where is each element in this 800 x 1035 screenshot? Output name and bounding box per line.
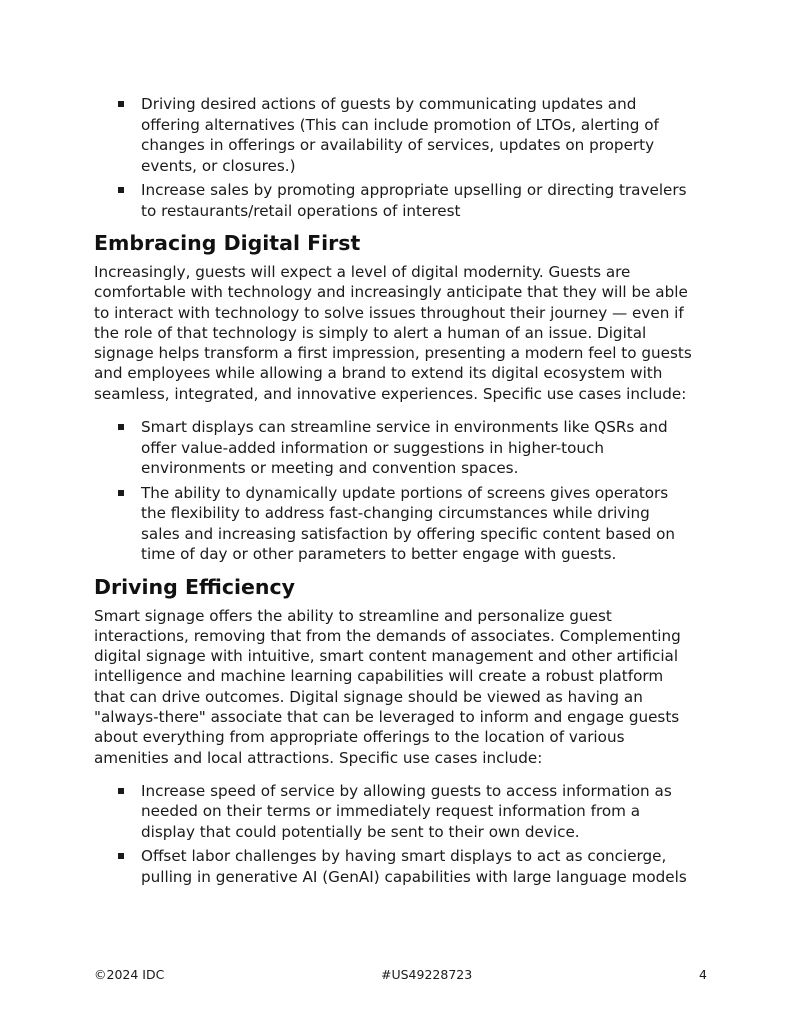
footer-copyright: ©2024 IDC bbox=[94, 967, 165, 982]
square-bullet-icon bbox=[118, 788, 124, 794]
list-item bbox=[94, 94, 692, 176]
page-footer bbox=[94, 967, 707, 985]
footer-document-id: #US49228723 bbox=[381, 967, 473, 982]
section-heading-digital-first: Embracing Digital First bbox=[94, 231, 361, 255]
page-body bbox=[94, 94, 692, 891]
digital-first-bullet-list bbox=[94, 417, 692, 565]
bullet-text: The ability to dynamically update portions of screens gives operators the flexibility to address fast-changing circumstances while driving sales and increasing satisfaction by offering specific content based on time of day or other parameters to better engage with guests. bbox=[141, 483, 676, 564]
bullet-text: Offset labor challenges by having smart displays to act as concierge, pulling in generative AI (GenAI) capabilities with large language models bbox=[141, 847, 687, 886]
square-bullet-icon bbox=[118, 187, 124, 193]
section-paragraph: Increasingly, guests will expect a level of digital modernity. Guests are comfortable with technology and increasingly anticipate that they will be able to interact with technology to solve issues throughout their journey — even if the role of that technology is simply to alert a human of an issue. Digital signage helps transform a first impression, presenting a modern feel to guests and employees while allowing a brand to extend its digital ecosystem with seamless, integrated, and innovative experiences. Specific use cases include: bbox=[94, 263, 692, 403]
list-item bbox=[94, 781, 692, 843]
square-bullet-icon bbox=[118, 853, 124, 859]
square-bullet-icon bbox=[118, 101, 124, 107]
bullet-text: Increase sales by promoting appropriate upselling or directing travelers to restaurants/retail operations of interest bbox=[141, 181, 687, 220]
top-bullet-list bbox=[94, 94, 692, 221]
list-item bbox=[94, 483, 692, 565]
square-bullet-icon bbox=[118, 490, 124, 496]
section-heading-driving-efficiency: Driving Efficiency bbox=[94, 574, 296, 599]
footer-page-number: 4 bbox=[699, 967, 707, 982]
section-paragraph: Smart signage offers the ability to streamline and personalize guest interactions, removing that from the demands of associates. Complementing digital signage with intuitive, smart content management and other artificial intelligence and machine learning capabilities will create a robust platform that can drive outcomes. Digital signage should be viewed as having an "always-there" associate that can be leveraged to inform and engage guests about everything from appropriate offerings to the location of various amenities and local attractions. Specific use cases include: bbox=[94, 606, 681, 767]
square-bullet-icon bbox=[118, 424, 124, 430]
bullet-text: Increase speed of service by allowing guests to access information as needed on their terms or immediately request information from a display that could potentially be sent to their own device. bbox=[141, 781, 672, 841]
list-item bbox=[94, 180, 692, 221]
list-item bbox=[94, 417, 692, 479]
efficiency-bullet-list bbox=[94, 781, 692, 888]
bullet-text: Driving desired actions of guests by communicating updates and offering alternatives (This can include promotion of LTOs, alerting of changes in offerings or availability of services, updates on property events, or closures.) bbox=[141, 95, 659, 175]
list-item bbox=[94, 846, 692, 887]
bullet-text: Smart displays can streamline service in environments like QSRs and offer value-added information or suggestions in higher-touch environments or meeting and convention spaces. bbox=[141, 418, 668, 478]
